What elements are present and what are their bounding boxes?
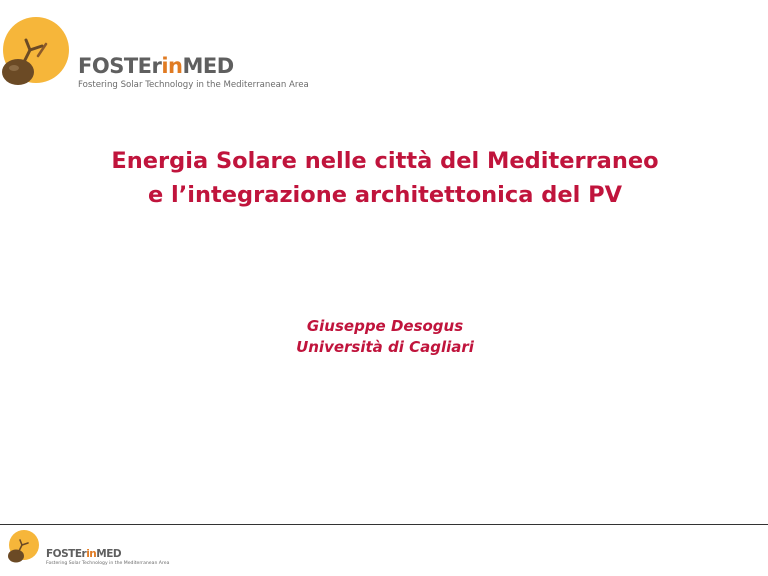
title-line-2: e l’integrazione architettonica del PV xyxy=(147,182,623,208)
author-block xyxy=(200,316,570,358)
brand-tagline: Fostering Solar Technology in the Mediterranean Area xyxy=(78,80,309,90)
footer-brand-tagline: Fostering Solar Technology in the Mediterranean Area xyxy=(46,561,170,566)
footer-brand-name: FOSTErinMED xyxy=(46,548,122,560)
footer-brand-text xyxy=(46,548,169,567)
brand-text xyxy=(78,54,309,91)
footer-divider xyxy=(0,524,768,525)
slide-title xyxy=(40,144,730,212)
footer-logo xyxy=(6,528,186,572)
author-affiliation: Università di Cagliari xyxy=(296,338,474,356)
title-line-1: Energia Solare nelle città del Mediterraneo xyxy=(111,148,659,174)
brand-name: FOSTErinMED xyxy=(78,54,234,78)
author-name: Giuseppe Desogus xyxy=(306,317,464,335)
header-logo xyxy=(0,16,340,100)
sun-seed-icon xyxy=(6,528,46,572)
sun-seed-icon xyxy=(0,16,80,100)
